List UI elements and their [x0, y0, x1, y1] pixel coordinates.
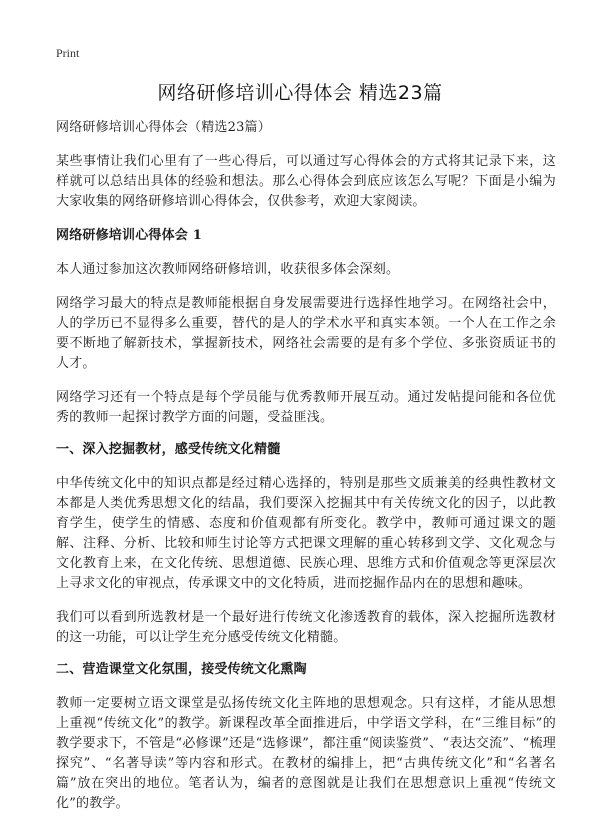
intro-paragraph: 某些事情让我们心里有了一些心得后，可以通过写心得体会的方式将其记录下来，这样就可以总结出具体的经验和想法。那么心得体会到底应该怎么写呢？下面是小编为大家收集的网络研修培训心得体会，仅供参考，欢迎大家阅读。 [56, 154, 556, 209]
document-subtitle: 网络研修培训心得体会（精选23篇） [56, 120, 271, 135]
paragraph: 教师一定要树立语文课堂是弘扬传统文化主阵地的思想观念。只有这样，才能从思想上重视“传统文化”的教学。新课程改革全面推进后，中学语文学科，在“三维目标”的教学要求下，不管是“必修课”还是“选修课”，都注重“阅读鉴赏”、“表达交流”、“梳理探究”、“名著导读”等内容和形式。在教材的编排上，把“古典传统文化”和“名著名篇”放在突出的地位。笔者认为，编者的意图就是让我们在思想意识上重视“传统文化”的教学。 [56, 696, 556, 811]
subsection-heading-one: 一、深入挖掘教材，感受传统文化精髓 [56, 442, 281, 457]
subsection-heading-two: 二、营造课堂文化氛围，接受传统文化熏陶 [56, 662, 307, 677]
document-body [56, 118, 556, 828]
paragraph: 网络学习最大的特点是教师能根据自身发展需要进行选择性地学习。在网络社会中，人的学历已不显得多么重要，替代的是人的学术水平和真实本领。一个人在工作之余要不断地了解新技术，掌握新技术，网络社会需要的是有多个学位、多张资质证书的人才。 [56, 296, 556, 371]
paragraph: 网络学习还有一个特点是每个学员能与优秀教师开展互动。通过发帖提问能和各位优秀的教师一起探讨教学方面的问题，受益匪浅。 [56, 390, 556, 425]
paragraph: 中华传统文化中的知识点都是经过精心选择的，特别是那些文质兼美的经典性教材文本都是人类优秀思想文化的结晶，我们要深入挖掘其中有关传统文化的因子，以此教育学生，使学生的情感、态度和价值观都有所变化。教学中，教师可通过课文的题解、注释、分析、比较和师生讨论等方式把课文理解的重心转移到文学、文化观念与文化教育上来，在文化传统、思想道德、民族心理、思维方式和价值观念等更深层次上寻求文化的审视点，传承课文中的文化特质，进而挖掘作品内在的思想和趣味。 [56, 476, 556, 591]
section-heading: 网络研修培训心得体会 1 [56, 228, 202, 243]
document-title: 网络研修培训心得体会 精选23篇 [157, 82, 443, 104]
paragraph: 我们可以看到所选教材是一个最好进行传统文化渗透教育的载体，深入挖掘所选教材的这一功能，可以让学生充分感受传统文化精髓。 [56, 610, 556, 645]
print-link[interactable]: Print [56, 46, 80, 60]
paragraph: 本人通过参加这次教师网络研修培训，收获很多体会深刻。 [56, 262, 400, 277]
